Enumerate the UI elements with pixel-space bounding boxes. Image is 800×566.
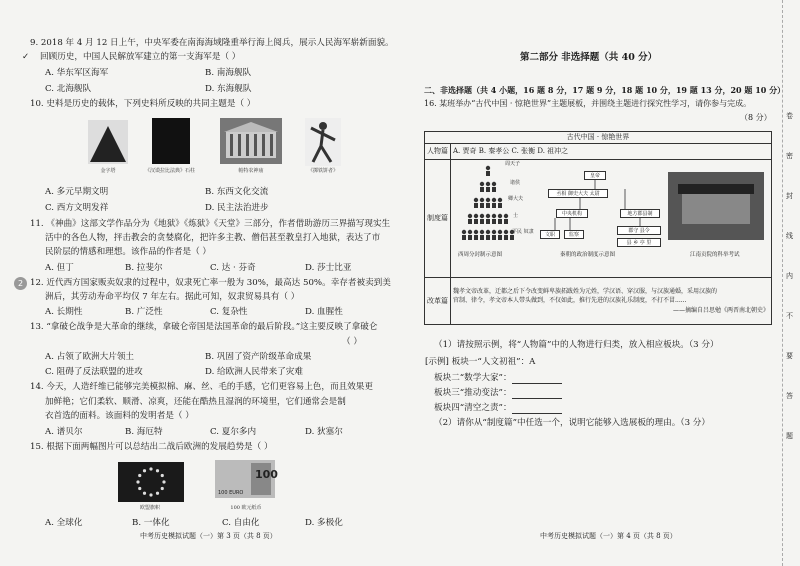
q12-option-b[interactable]: B. 广泛性: [125, 307, 163, 317]
board-3-field[interactable]: [434, 388, 562, 399]
hammurabi-stele-image: [152, 118, 190, 164]
binding-mark: 内: [786, 272, 793, 280]
binding-mark: 密: [786, 152, 793, 160]
eu-star-icon: [149, 493, 152, 496]
table-title: 古代中国 · 惊艳世界: [425, 132, 772, 144]
q10-option-b[interactable]: B. 东西文化交流: [205, 187, 269, 197]
sub-question-2: （2）请你从“制度篇”中任选一个，说明它能够入选展板的理由。（3 分）: [434, 418, 710, 428]
person-icon: [480, 230, 484, 234]
q12-option-c[interactable]: C. 复杂性: [210, 307, 248, 317]
q16-score: （8 分）: [740, 113, 772, 122]
person-icon: [492, 182, 496, 186]
q10-option-d[interactable]: D. 民主法治进步: [205, 203, 269, 213]
q15-option-d[interactable]: D. 多极化: [305, 518, 343, 528]
board-3-blank[interactable]: [512, 391, 562, 399]
person-body: [498, 235, 502, 240]
person-body: [492, 235, 496, 240]
q12-stem-line1: 12. 近代西方国家贩卖奴隶的过程中，奴隶死亡率一般为 30%，最高达 50%。幸存者被卖到美: [30, 278, 391, 288]
q14-stem-line1: 14. 今天，人造纤维已能够完美模拟棉、麻、丝、毛的手感，它们更容易上色，而且效果更: [30, 382, 373, 392]
org-box-prefect: 郡守 县令: [617, 226, 661, 235]
q13-stem-line1: 13. “拿破仑战争是大革命的继续，拿破仑帝国是法国革命的最后阶段。”这主要反映了拿破仑: [30, 322, 378, 332]
q11-option-b[interactable]: B. 拉斐尔: [125, 263, 163, 273]
q13-option-c[interactable]: C. 阻碍了反法联盟的进攻: [45, 367, 143, 377]
org-box-central: 中央机构: [556, 209, 588, 218]
person-icon: [468, 230, 472, 234]
q11-option-d[interactable]: D. 莎士比亚: [305, 263, 352, 273]
person-icon: [486, 182, 490, 186]
person-icon: [498, 214, 502, 218]
q11-option-a[interactable]: A. 但丁: [45, 263, 74, 273]
q9-option-c[interactable]: C. 北海舰队: [45, 84, 92, 94]
sub-question-1: （1）请按照示例，将“人物篇”中的人物进行归类，放入相应板块。（3 分）: [434, 340, 719, 350]
discobolus-image: [305, 118, 341, 166]
row2-label: 制度篇: [425, 160, 451, 278]
org-box-local: 地方郡县制: [620, 209, 660, 218]
binding-mark: 要: [786, 352, 793, 360]
eu-flag-image: [118, 462, 184, 502]
board-4-blank[interactable]: [512, 406, 562, 414]
q11-stem-line1: 11. 《神曲》这部文学作品分为《地狱》《炼狱》《天堂》三部分，作者借助游历三界描写现实生: [30, 219, 391, 229]
q9-option-b[interactable]: B. 南海舰队: [205, 68, 252, 78]
person-icon: [486, 214, 490, 218]
q14-option-d[interactable]: D. 狄塞尔: [305, 427, 343, 437]
q9-stem-line1: 9. 2018 年 4 月 12 日上午，中央军委在南海海域隆重举行海上阅兵，展示人民海军崭新面貌。: [30, 38, 394, 48]
person-icon: [462, 230, 466, 234]
person-body: [492, 219, 496, 224]
eu-star-icon: [161, 487, 164, 490]
q11-stem-line2: 活中的各色人物，抨击教会的贪婪腐化，把许多主教、僧侣甚至教皇打入地狱，表达了市: [45, 233, 381, 243]
parthenon-image: [220, 118, 282, 164]
q15-option-b[interactable]: B. 一体化: [132, 518, 170, 528]
binding-mark: 答: [786, 392, 793, 400]
person-icon: [474, 214, 478, 218]
q15-stem: 15. 根据下面两幅图片可以总结出二战后欧洲的发展趋势是（ ）: [30, 442, 273, 452]
person-body: [492, 187, 496, 192]
person-icon: [480, 214, 484, 218]
org-box-emperor: 皇帝: [584, 171, 606, 180]
person-icon: [486, 198, 490, 202]
q13-option-d[interactable]: D. 给欧洲人民带来了灾难: [205, 367, 303, 377]
pyramid-label-5: 平民 奴隶: [512, 229, 534, 235]
q12-option-a[interactable]: A. 长期性: [45, 307, 83, 317]
person-body: [480, 187, 484, 192]
person-icon: [492, 230, 496, 234]
person-icon: [474, 230, 478, 234]
row2-caption-3: 江南贡院的科举考试: [690, 252, 740, 258]
left-footer: 中考历史模拟试题（一）第 3 页（共 8 页）: [140, 532, 277, 541]
examination-hall-photo: [668, 172, 764, 240]
part-title: 第二部分 非选择题（共 40 分）: [520, 52, 658, 63]
person-body: [474, 219, 478, 224]
q11-option-c[interactable]: C. 达 · 芬奇: [210, 263, 256, 273]
person-icon: [498, 230, 502, 234]
left-page: [0, 0, 398, 566]
q15-option-a[interactable]: A. 全球化: [45, 518, 83, 528]
right-footer: 中考历史模拟试题（一）第 4 页（共 8 页）: [540, 532, 677, 541]
org-box-civil: 文职: [540, 230, 560, 239]
q14-stem-line2: 加鲜艳；它们柔软、顺滑、凉爽，还能在酷热且湿润的环境里，它们通常会是制: [45, 397, 346, 407]
q9-stem-line2: 回顾历史，中国人民解放军建立的第一支海军是（ ）: [40, 52, 241, 62]
q10-option-c[interactable]: C. 西方文明发祥: [45, 203, 109, 213]
q14-option-b[interactable]: B. 海厄特: [125, 427, 163, 437]
eu-star-icon: [149, 467, 152, 470]
binding-mark: 不: [786, 312, 793, 320]
person-body: [462, 235, 466, 240]
q15-caption-2: 100 欧元纸币: [230, 505, 262, 511]
q14-option-c[interactable]: C. 夏尔多内: [210, 427, 257, 437]
eu-star-icon: [136, 480, 139, 483]
eu-star-icon: [143, 492, 146, 495]
banknote-label: 100 EURO: [218, 490, 244, 496]
person-icon: [480, 198, 484, 202]
q11-stem-line3: 民阶层的情感和理想。该作品的作者是（ ）: [45, 247, 212, 257]
row3-label: 改革篇: [425, 278, 451, 325]
person-icon: [498, 198, 502, 202]
pyramid-label-2: 诸侯: [510, 180, 521, 186]
person-body: [486, 219, 490, 224]
org-box-supervise: 监察: [564, 230, 584, 239]
person-body: [474, 235, 478, 240]
row2-caption-2: 秦朝的政治制度示意图: [560, 252, 616, 258]
pyramid-label-3: 卿大夫: [508, 196, 524, 202]
eu-star-icon: [143, 469, 146, 472]
q10-option-a[interactable]: A. 多元早期文明: [45, 187, 109, 197]
person-body: [474, 203, 478, 208]
eu-star-icon: [138, 474, 141, 477]
q15-caption-1: 欧盟旗帜: [139, 505, 160, 511]
q9-option-d[interactable]: D. 东海舰队: [205, 84, 252, 94]
person-body: [498, 219, 502, 224]
board-2-field[interactable]: [434, 373, 562, 384]
euro-banknote-image: [215, 460, 278, 498]
person-body: [486, 187, 490, 192]
binding-margin: [782, 0, 800, 566]
person-body: [486, 235, 490, 240]
row1-content: A. 贾奇 B. 秦孝公 C. 张衡 D. 祖冲之: [451, 144, 772, 160]
binding-mark: 题: [786, 432, 793, 440]
q10-caption-1: 金字塔: [100, 168, 116, 174]
pyramid-label-4: 士: [513, 213, 519, 219]
q13-stem-line2: （ ）: [342, 337, 362, 347]
person-icon: [474, 198, 478, 202]
eu-star-icon: [161, 474, 164, 477]
q15-option-c[interactable]: C. 自由化: [222, 518, 260, 528]
person-icon: [492, 214, 496, 218]
person-body: [498, 203, 502, 208]
row3-line1: 魏孝文帝改革，迁都之后下令改变鲜卑族拓跋姓为元姓，学汉语、穿汉服，与汉族通婚，采用汉族的: [453, 287, 718, 295]
q14-option-a[interactable]: A. 谱贝尔: [45, 427, 83, 437]
banknote-value: 100: [255, 468, 278, 481]
row2-caption-1: 西周分封制示意图: [458, 252, 503, 258]
q10-caption-2: 《汉谟拉比法典》石柱: [144, 168, 195, 174]
board-2-blank[interactable]: [512, 376, 562, 384]
eu-star-icon: [162, 480, 165, 483]
q12-stem-line2: 洲后，其劳动寿命平均仅 7 年左右。据此可知，奴隶贸易具有（ ）: [45, 292, 300, 302]
q12-option-d[interactable]: D. 血腥性: [305, 307, 343, 317]
person-body: [468, 219, 472, 224]
person-body: [504, 235, 508, 240]
eu-star-icon: [156, 469, 159, 472]
person-body: [486, 171, 490, 176]
board-2-label: 板块二“数学大家”：: [434, 373, 512, 383]
eu-star-icon: [156, 492, 159, 495]
org-box-officials: 丞相 御史大夫 太尉: [548, 189, 608, 198]
q14-stem-line3: 衣首选的面料。该面料的发明者是（ ）: [45, 411, 194, 421]
person-body: [480, 219, 484, 224]
q16-stem: 16. 某班举办“古代中国 · 惊艳世界”主题展板，并围绕主题进行探究性学习，请你参与完成。: [424, 99, 752, 108]
person-body: [468, 235, 472, 240]
pyramid-image: [88, 120, 128, 164]
q10-caption-3: 帕特农神庙: [238, 168, 264, 174]
org-chart-connectors: [540, 180, 665, 232]
org-box-counties: 县 乡 亭 里: [617, 238, 661, 247]
binding-mark: 线: [786, 232, 793, 240]
eu-star-icon: [138, 487, 141, 490]
person-icon: [492, 198, 496, 202]
row3-source: ——摘编自吕思勉《两晋南北朝史》: [672, 306, 769, 314]
q9-option-a[interactable]: A. 华东军区海军: [45, 68, 109, 78]
person-body: [504, 219, 508, 224]
person-icon: [504, 214, 508, 218]
person-body: [510, 235, 514, 240]
person-icon: [468, 214, 472, 218]
person-body: [480, 203, 484, 208]
person-icon: [504, 230, 508, 234]
q13-option-b[interactable]: B. 巩固了资产阶级革命成果: [205, 352, 312, 362]
q10-stem: 10. 史料是历史的载体，下列史料所反映的共同主题是（ ）: [30, 99, 256, 109]
person-body: [480, 235, 484, 240]
person-body: [486, 203, 490, 208]
page-badge: 2: [14, 277, 27, 290]
binding-mark: 封: [786, 192, 793, 200]
q9-check-mark: ✓: [22, 52, 30, 62]
person-icon: [480, 182, 484, 186]
binding-mark: 卷: [786, 112, 793, 120]
q13-option-a[interactable]: A. 占领了欧洲大片领土: [45, 352, 135, 362]
row3-content: [451, 278, 772, 325]
pyramid-label-1: 周天子: [505, 161, 521, 167]
row1-label: 人物篇: [425, 144, 451, 160]
section-heading: 二、非选择题（共 4 小题，16 题 8 分，17 题 9 分，18 题 10 分，19 题 13 分，20 题 10 分）: [424, 85, 786, 95]
person-icon: [486, 166, 490, 170]
person-icon: [486, 230, 490, 234]
board-4-field[interactable]: [434, 403, 562, 414]
board-4-label: 板块四“清空之责”：: [434, 403, 512, 413]
row3-line2: 官制、律令，孝文帝本人带头做到，不仅如此，推行先进的汉族礼乐制度，不打不冒......: [453, 297, 687, 305]
q10-caption-4: 《掷铁饼者》: [307, 168, 338, 174]
example-answer: [示例] 板块一“人文初祖”：A: [425, 357, 536, 367]
board-3-label: 板块三“推动变法”：: [434, 388, 512, 398]
person-body: [492, 203, 496, 208]
